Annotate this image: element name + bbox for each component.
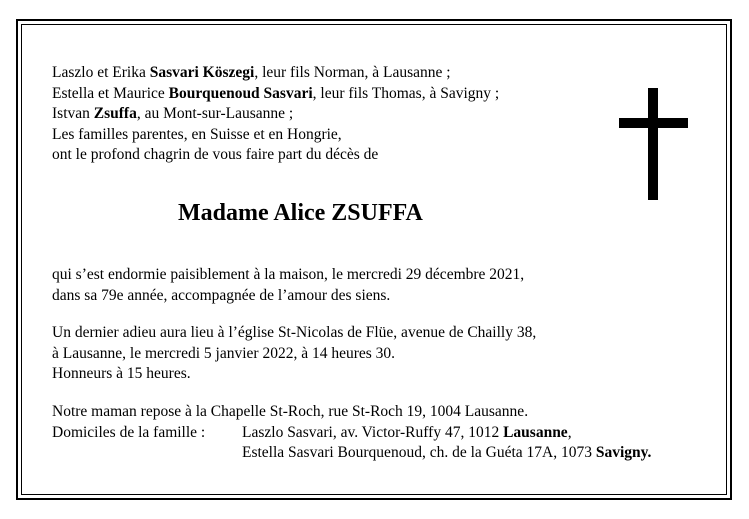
text-segment: Laszlo et Erika	[52, 64, 150, 81]
text-segment: , leur fils Norman, à Lausanne ;	[254, 64, 451, 81]
address-segment: ,	[567, 423, 572, 441]
text-segment: , au Mont-sur-Lausanne ;	[136, 105, 294, 122]
text-segment: Estella et Maurice	[52, 84, 169, 102]
funeral-line-3: Honneurs à 15 heures.	[52, 365, 191, 382]
domiciles-line-1	[52, 423, 651, 444]
funeral-line-1: Un dernier adieu aura lieu à l’église St-Nicolas de Flüe, avenue de Chailly 38,	[52, 324, 537, 341]
text-segment: , leur fils Thomas, à Savigny ;	[312, 84, 500, 102]
deceased-name-headline: Madame Alice ZSUFFA	[178, 200, 423, 226]
cross-horizontal-bar	[619, 118, 688, 128]
family-line-3	[52, 104, 499, 125]
domiciles-label: Domiciles de la famille :	[52, 423, 206, 441]
resting-place-block	[52, 402, 651, 464]
death-details-block	[52, 265, 524, 306]
family-line-5: ont le profond chagrin de vous faire part du décès de	[52, 146, 379, 163]
family-line-1	[52, 63, 499, 84]
funeral-details-block	[52, 323, 536, 385]
family-announcement-block	[52, 63, 499, 166]
funeral-line-2: à Lausanne, le mercredi 5 janvier 2022, à 14 heures 30.	[52, 344, 396, 362]
address-city-bold: Savigny.	[595, 444, 652, 461]
address-segment: Estella Sasvari Bourquenoud, ch. de la Guéta 17A, 1073	[242, 444, 596, 461]
domiciles-line-2	[52, 443, 651, 464]
death-line-2: dans sa 79e année, accompagnée de l’amour des siens.	[52, 286, 391, 304]
address-segment: Laszlo Sasvari, av. Victor-Ruffy 47, 1012	[242, 423, 504, 441]
resting-place-line: Notre maman repose à la Chapelle St-Roch, rue St-Roch 19, 1004 Lausanne.	[52, 403, 529, 420]
family-line-2	[52, 84, 499, 105]
cross-vertical-bar	[648, 88, 658, 200]
text-segment: Istvan	[52, 105, 94, 122]
address-city-bold: Lausanne	[503, 423, 568, 441]
family-name-bold: Sasvari Köszegi	[149, 64, 255, 81]
family-line-4: Les familles parentes, en Suisse et en Hongrie,	[52, 125, 342, 143]
death-line-1: qui s’est endormie paisiblement à la maison, le mercredi 29 décembre 2021,	[52, 266, 525, 283]
family-name-bold: Bourquenoud Sasvari	[168, 84, 313, 102]
family-name-bold: Zsuffa	[93, 105, 137, 122]
